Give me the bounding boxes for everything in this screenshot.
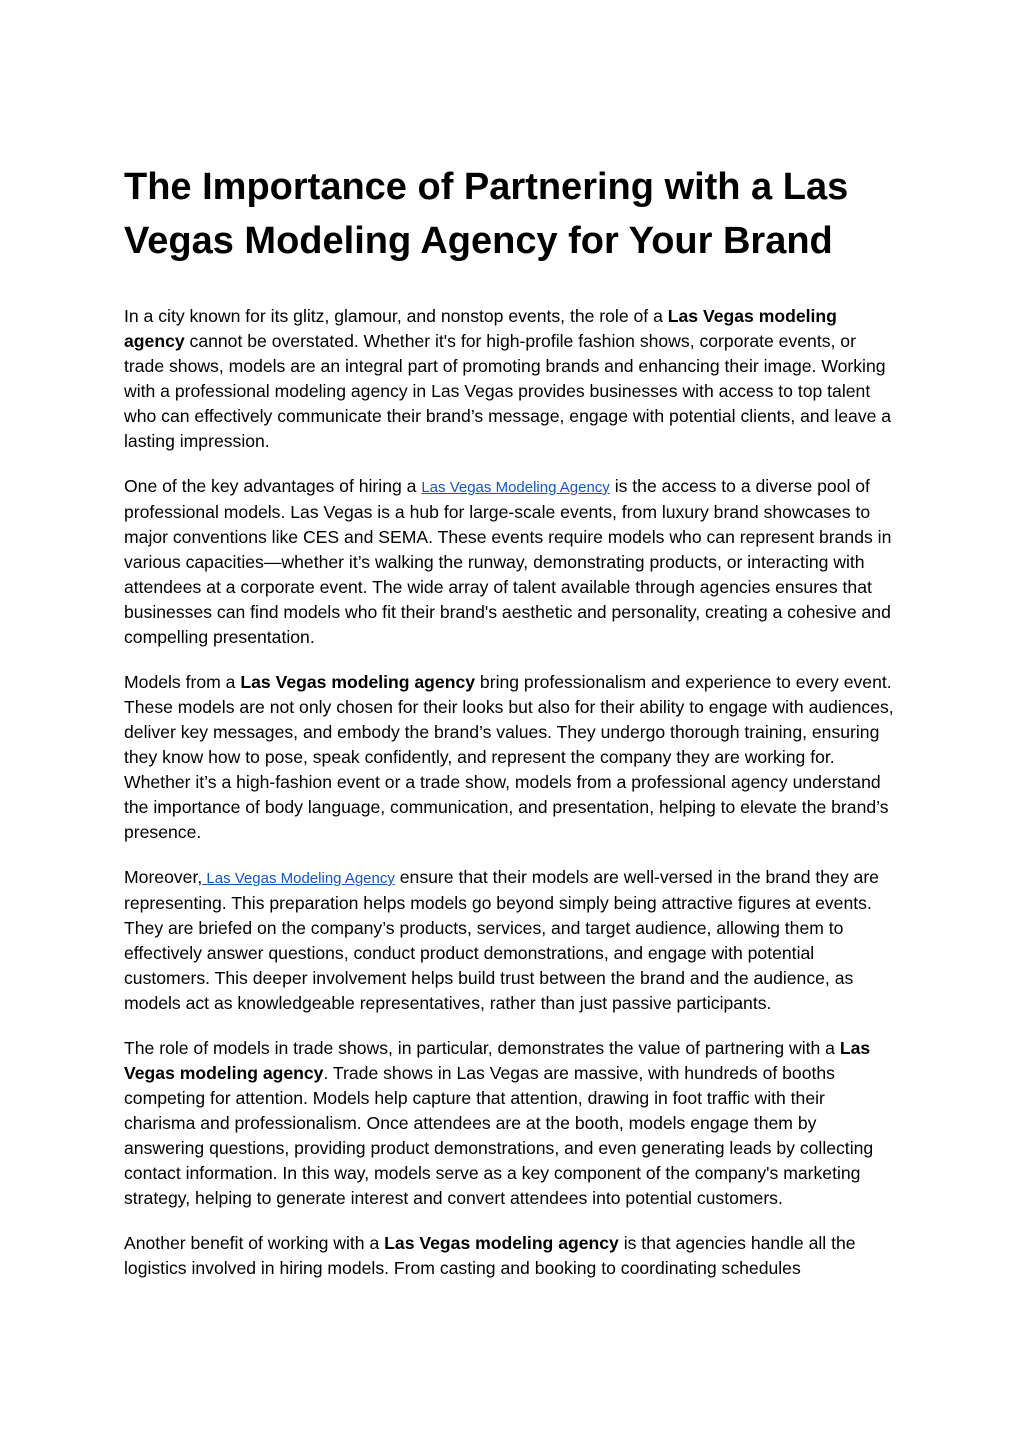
paragraph-text: cannot be overstated. Whether it's for high-profile fashion shows, corporate events, or trade shows, models are an integral part of promoting brands and enhancing their image. Working with a professional modeling agency in Las Vegas provides businesses with access to top talent who can effectively communicate their brand’s message, engage with potential clients, and leave a lasting impression. (124, 331, 892, 451)
paragraph-text: ensure that their models are well-versed in the brand they are representing. This preparation helps models go beyond simply being attractive figures at events. They are briefed on the company’s products, services, and target audience, allowing them to effectively answer questions, conduct product demonstrations, and engage with potential customers. This deeper involvement helps build trust between the brand and the audience, as models act as knowledgeable representatives, rather than just passive participants. (124, 867, 879, 1013)
bold-keyword: Las Vegas modeling agency (124, 1038, 871, 1083)
paragraph-text: Another benefit of working with a (124, 1233, 385, 1253)
paragraph (124, 1036, 899, 1211)
paragraph (124, 1231, 899, 1281)
paragraph-text: The role of models in trade shows, in particular, demonstrates the value of partnering with a (124, 1038, 840, 1058)
paragraph-text: In a city known for its glitz, glamour, and nonstop events, the role of a (124, 306, 668, 326)
paragraph-text: One of the key advantages of hiring a (124, 476, 422, 496)
paragraph (124, 865, 899, 1016)
bold-keyword: Las Vegas modeling agency (240, 672, 476, 692)
paragraph-text: . Trade shows in Las Vegas are massive, with hundreds of booths competing for attention. Models help capture that attention, drawing in foot traffic with their charisma and professionalism. Once attendees are at the booth, models engage them by answering questions, providing product demonstrations, and even generating leads by collecting contact information. In this way, models serve as a key component of the company's marketing strategy, helping to generate interest and convert attendees into potential customers. (124, 1063, 874, 1208)
document-title: The Importance of Partnering with a Las Vegas Modeling Agency for Your Brand (124, 166, 849, 262)
bold-keyword: Las Vegas modeling agency (384, 1233, 619, 1253)
paragraph-text: Models from a (124, 672, 241, 692)
paragraph (124, 304, 899, 454)
agency-link[interactable]: Las Vegas Modeling Agency (202, 870, 395, 887)
paragraph-text: bring professionalism and experience to every event. These models are not only chosen for their looks but also for their ability to engage with audiences, deliver key messages, and embody the brand’s values. They undergo thorough training, ensuring they know how to pose, speak confidently, and represent the company they are working for. Whether it’s a high-fashion event or a trade show, models from a professional agency understand the importance of body language, communication, and presentation, helping to elevate the brand’s presence. (124, 672, 894, 842)
document-page (124, 160, 899, 1301)
document-body (124, 304, 899, 1281)
bold-keyword: Las Vegas modeling agency (124, 306, 837, 351)
paragraph-text: is the access to a diverse pool of professional models. Las Vegas is a hub for large-scale events, from luxury brand showcases to major conventions like CES and SEMA. These events require models who can represent brands in various capacities—whether it’s walking the runway, demonstrating products, or interacting with attendees at a corporate event. The wide array of talent available through agencies ensures that businesses can find models who fit their brand's aesthetic and personality, creating a cohesive and compelling presentation. (124, 476, 892, 647)
agency-link[interactable]: Las Vegas Modeling Agency (421, 479, 610, 496)
paragraph (124, 670, 899, 845)
paragraph (124, 474, 899, 650)
paragraph-text: Moreover, (124, 867, 203, 887)
paragraph-text: is that agencies handle all the logistics involved in hiring models. From casting and booking to coordinating schedules (124, 1233, 856, 1278)
